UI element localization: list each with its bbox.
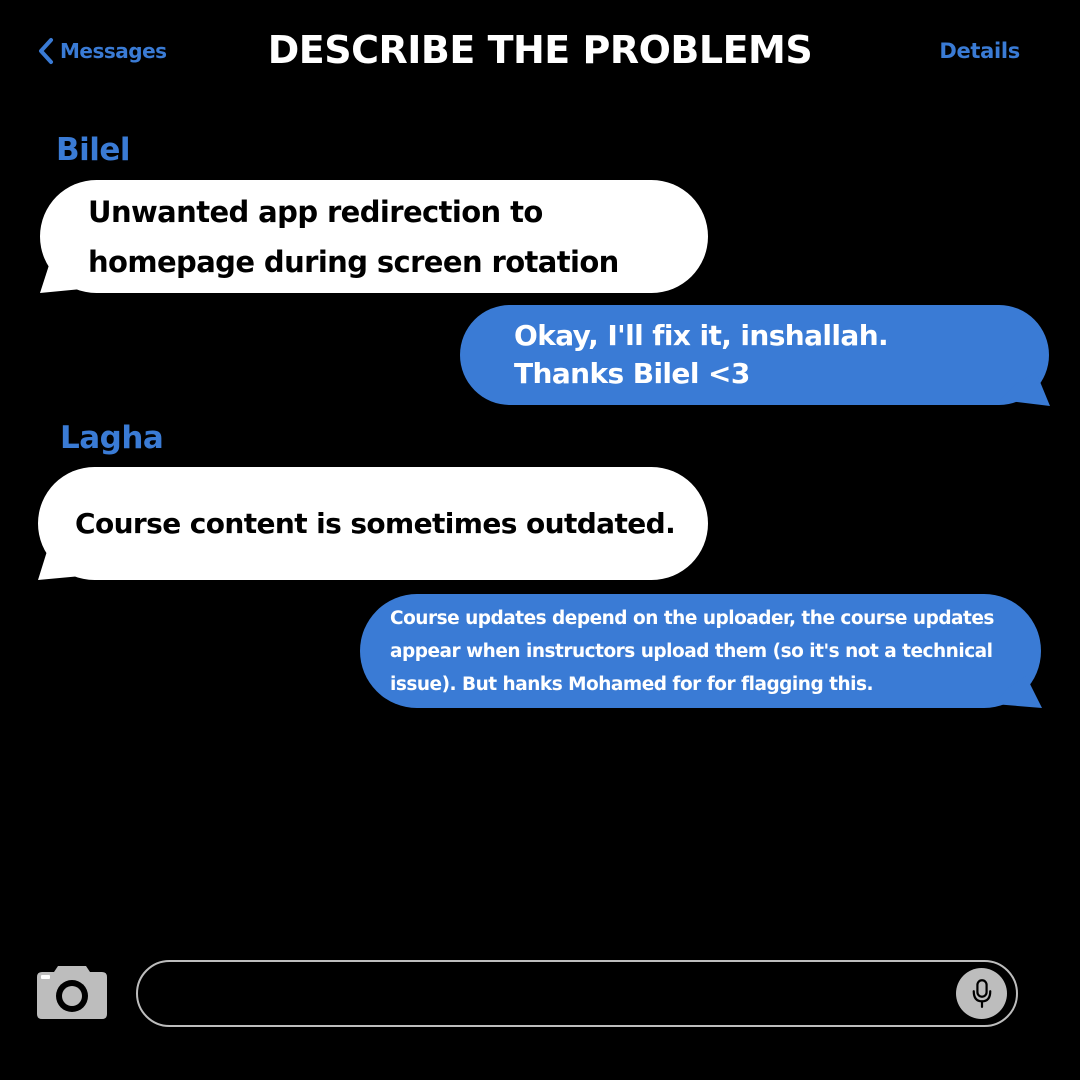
incoming-message-bubble bbox=[38, 467, 708, 580]
details-link[interactable]: Details bbox=[939, 39, 1020, 63]
message-text: Course content is sometimes outdated. bbox=[75, 506, 676, 540]
camera-button[interactable] bbox=[36, 964, 108, 1020]
bubble-tail bbox=[34, 548, 96, 582]
sender-name-bilel: Bilel bbox=[56, 132, 131, 168]
camera-icon bbox=[36, 964, 108, 1020]
message-text: Course updates depend on the uploader, the course updates appear when instructors upload them (so it's not a technical issue). But hanks Mohamed for for flagging this. bbox=[390, 607, 994, 695]
sender-name-lagha: Lagha bbox=[60, 420, 164, 456]
microphone-button[interactable] bbox=[956, 968, 1007, 1019]
back-link-label: Messages bbox=[60, 39, 167, 63]
page-title: DESCRIBE THE PROBLEMS bbox=[267, 28, 813, 72]
outgoing-message-bubble bbox=[460, 305, 1049, 405]
incoming-message-bubble bbox=[40, 180, 708, 293]
bubble-tail bbox=[996, 372, 1052, 408]
microphone-icon bbox=[971, 978, 993, 1010]
bubble-tail bbox=[36, 262, 96, 296]
message-text: Unwanted app redirection to homepage during screen rotation bbox=[88, 194, 619, 279]
message-text: Okay, I'll fix it, inshallah. Thanks Bilel <3 bbox=[514, 319, 889, 390]
bubble-tail bbox=[990, 676, 1044, 710]
message-input[interactable] bbox=[136, 960, 1018, 1027]
outgoing-message-bubble bbox=[360, 594, 1041, 708]
